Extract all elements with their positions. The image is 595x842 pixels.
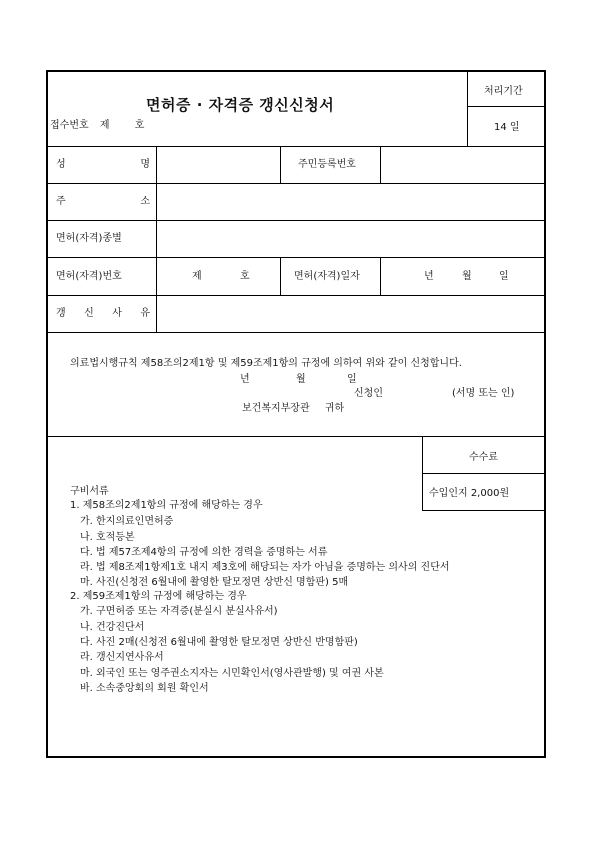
addressee: 보건복지부장관 귀하	[242, 403, 345, 414]
form-title: 면허증 · 자격증 갱신신청서	[146, 96, 335, 114]
processing-period-label: 처리기간	[484, 86, 523, 97]
license-number-je: 제	[192, 271, 202, 282]
list-item: 다. 법 제57조제4항의 규정에 의한 경력을 증명하는 서류	[80, 547, 328, 558]
list-item: 나. 건강진단서	[80, 622, 145, 633]
license-date-day: 일	[499, 271, 509, 282]
fee-value: 수입인지 2,000원	[429, 488, 510, 499]
documents-section-2: 2. 제59조제1항의 규정에 해당하는 경우	[70, 591, 247, 602]
processing-period-value: 14 일	[494, 122, 520, 133]
list-item: 라. 법 제8조제1항제1호 내지 제3호에 해당되는 자가 아님을 증명하는 의사의 진단서	[80, 562, 450, 573]
license-date-month: 월	[462, 271, 472, 282]
signature-note: (서명 또는 인)	[452, 388, 515, 399]
license-date-year: 년	[424, 271, 434, 282]
receipt-ho: 호	[134, 120, 145, 131]
list-item: 가. 구면허증 또는 자격증(분실시 분실사유서)	[80, 606, 278, 617]
rrn-label: 주민등록번호	[298, 159, 356, 170]
name-label: 성 명	[56, 159, 150, 170]
rrn-field[interactable]	[382, 148, 544, 181]
applicant-label: 신청인	[354, 388, 383, 399]
list-item: 라. 갱신지연사유서	[80, 652, 164, 663]
documents-section-1: 1. 제58조의2제1항의 규정에 해당하는 경우	[70, 500, 263, 511]
license-type-field[interactable]	[158, 222, 544, 255]
receipt-je: 제	[99, 120, 110, 131]
list-item: 마. 외국인 또는 영주권소지자는 시민확인서(영사관발행) 및 여권 사본	[80, 668, 384, 679]
fee-label: 수수료	[469, 452, 498, 463]
address-label: 주 소	[56, 196, 150, 207]
license-date-label: 면허(자격)일자	[294, 271, 360, 282]
documents-heading: 구비서류	[70, 486, 109, 497]
list-item: 나. 호적등본	[80, 532, 135, 543]
receipt-label: 접수번호	[50, 120, 89, 131]
license-number-label: 면허(자격)번호	[56, 271, 122, 282]
name-field[interactable]	[158, 148, 278, 181]
list-item: 마. 사진(신청전 6월내에 촬영한 탈모정면 상반신 명함판) 5매	[80, 577, 349, 588]
license-number-ho: 호	[240, 271, 250, 282]
list-item: 다. 사진 2매(신청전 6월내에 촬영한 탈모정면 상반신 반명함판)	[80, 637, 358, 648]
renewal-reason-field[interactable]	[158, 297, 544, 330]
receipt-number-label	[50, 120, 144, 132]
license-type-label: 면허(자격)종별	[56, 233, 122, 244]
renewal-application-form	[46, 70, 546, 758]
address-field[interactable]	[158, 185, 544, 218]
list-item: 바. 소속중앙회의 회원 확인서	[80, 683, 209, 694]
declaration-month: 월	[296, 374, 306, 385]
declaration-day: 일	[347, 374, 357, 385]
declaration-statement: 의료법시행규칙 제58조의2제1항 및 제59조제1항의 규정에 의하여 위와 같이 신청합니다.	[70, 358, 462, 369]
renewal-reason-label: 갱 신 사 유	[56, 308, 150, 319]
declaration-year: 년	[240, 374, 250, 385]
list-item: 가. 한지의료인면허증	[80, 516, 174, 527]
